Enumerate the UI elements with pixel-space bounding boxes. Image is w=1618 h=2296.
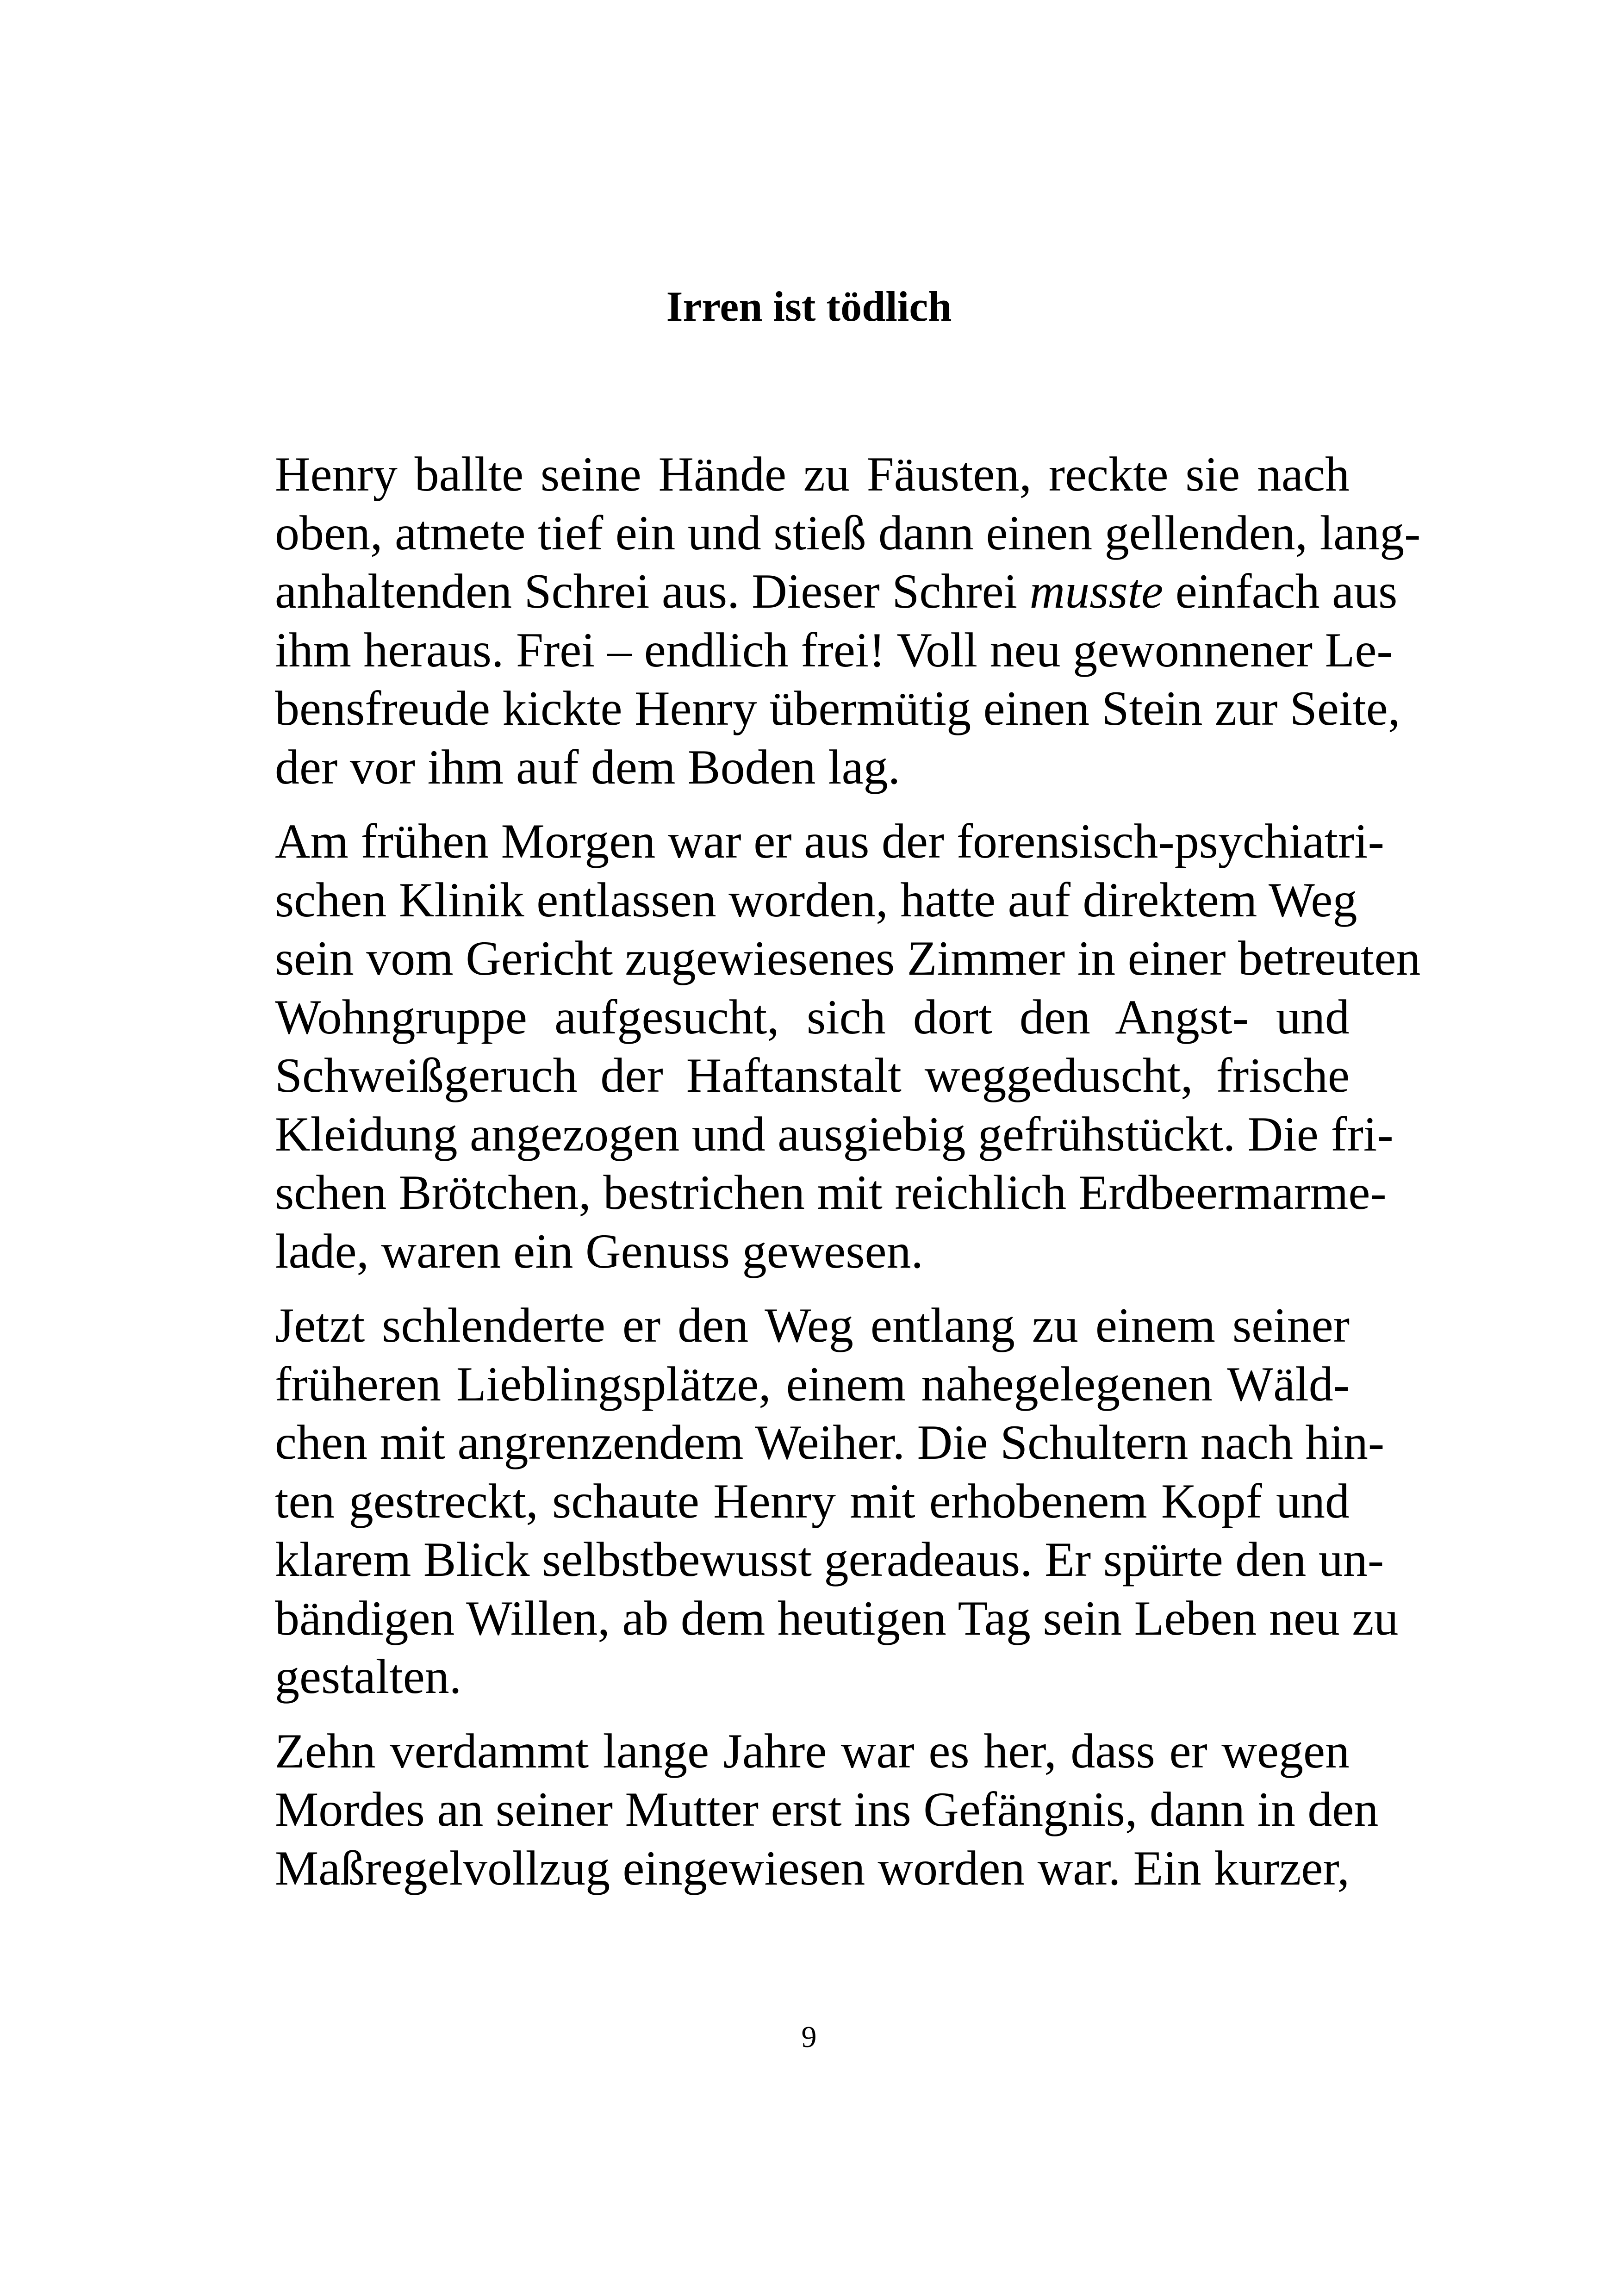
text-line: schen Klinik entlassen worden, hatte auf direktem Weg	[275, 872, 1357, 927]
text-line: der vor ihm auf dem Boden lag.	[275, 740, 901, 794]
text-line	[275, 562, 1398, 621]
text-line: Am frühen Morgen war er aus der forensisch-psychiatri-	[275, 814, 1384, 868]
text-segment: einfach aus	[1163, 564, 1398, 618]
paragraph-3	[275, 1296, 1399, 1706]
text-line: oben, atmete tief ein und stieß dann einen gellenden, lang-	[275, 505, 1421, 560]
paragraph-4	[275, 1722, 1379, 1898]
text-line: klarem Blick selbstbewusst geradeaus. Er spürte den un-	[275, 1532, 1384, 1587]
paragraph-2	[275, 812, 1421, 1281]
text-line: schen Brötchen, bestrichen mit reichlich Erdbeermarme-	[275, 1165, 1387, 1220]
text-line: Maßregelvollzug eingewiesen worden war. Ein kurzer,	[275, 1841, 1350, 1895]
text-line: Henry ballte seine Hände zu Fäusten, reckte sie nach	[275, 447, 1350, 501]
text-line: Jetzt schlenderte er den Weg entlang zu einem seiner	[275, 1298, 1350, 1352]
text-line: Wohngruppe aufgesucht, sich dort den Angst- und	[275, 989, 1350, 1044]
text-line: Schweißgeruch der Haftanstalt weggeduscht, frische	[275, 1048, 1350, 1102]
text-line: gestalten.	[275, 1649, 462, 1704]
text-line: bensfreude kickte Henry übermütig einen Stein zur Seite,	[275, 681, 1400, 735]
paragraph-1	[275, 445, 1421, 796]
text-line: lade, waren ein Genuss gewesen.	[275, 1224, 924, 1278]
body-text	[275, 445, 1421, 1913]
text-line: ten gestreckt, schaute Henry mit erhobenem Kopf und	[275, 1474, 1350, 1528]
text-line: bändigen Willen, ab dem heutigen Tag sein Leben neu zu	[275, 1591, 1399, 1645]
page-number: 9	[801, 2020, 817, 2054]
text-line: sein vom Gericht zugewiesenes Zimmer in einer betreuten	[275, 931, 1421, 985]
text-line: ihm heraus. Frei – endlich frei! Voll neu gewonnener Le-	[275, 622, 1393, 677]
text-line: früheren Lieblingsplätze, einem nahegelegenen Wäld-	[275, 1356, 1350, 1411]
text-line: Mordes an seiner Mutter erst ins Gefängnis, dann in den	[275, 1782, 1379, 1836]
emphasized-word: musste	[1029, 564, 1164, 618]
chapter-title: Irren ist tödlich	[666, 283, 952, 330]
text-line: chen mit angrenzendem Weiher. Die Schultern nach hin-	[275, 1415, 1385, 1469]
text-line: Kleidung angezogen und ausgiebig gefrühstückt. Die fri-	[275, 1107, 1394, 1161]
text-line: Zehn verdammt lange Jahre war es her, dass er wegen	[275, 1724, 1350, 1778]
text-segment: anhaltenden Schrei aus. Dieser Schrei	[275, 564, 1030, 618]
